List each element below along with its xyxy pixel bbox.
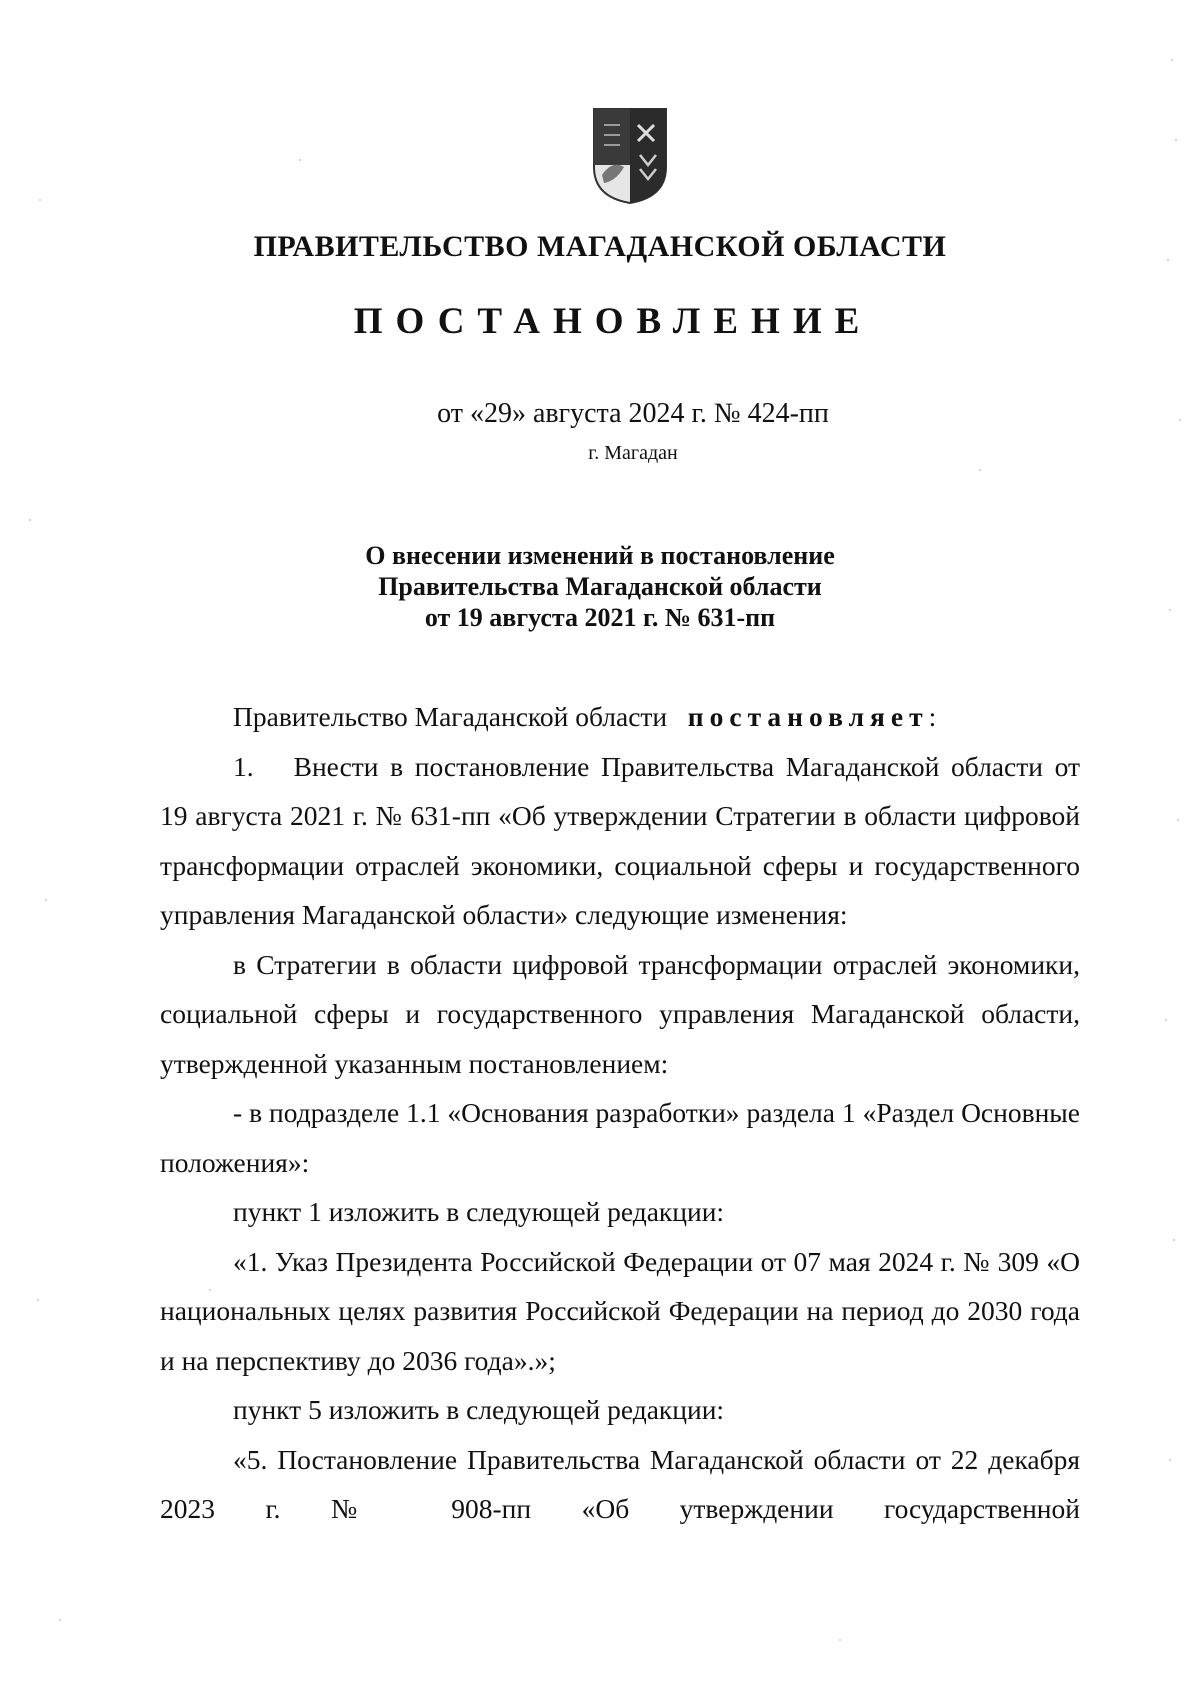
coat-of-arms-icon <box>590 105 670 205</box>
subject-line-2: Правительства Магаданской области <box>378 572 822 601</box>
document-city: г. Магадан <box>588 442 678 464</box>
intro-lead: Правительство Магаданской области <box>233 701 668 732</box>
subsection-paragraph: - в подразделе 1.1 «Основания разработки» раздела 1 «Раздел Основные положения»: <box>160 1097 1080 1178</box>
subject-line-3: от 19 августа 2021 г. № 631-пп <box>424 603 776 632</box>
document-subject <box>0 540 1200 633</box>
point-5-intro: пункт 5 изложить в следующей редакции: <box>233 1394 725 1425</box>
subject-line-1: О внесении изменений в постановление <box>365 541 835 570</box>
item-1-paragraph <box>160 742 1080 940</box>
document-body <box>160 692 1080 1534</box>
point-1-text: «1. Указ Президента Российской Федерации от 07 мая 2024 г. № 309 «О национальных целях развития Российской Федерации на период до 2030 года и на перспективу до 2036 года».»; <box>160 1245 1080 1376</box>
point-5-text: «5. Постановление Правительства Магаданской области от 22 декабря 2023 г. № 908-пп «Об утверждении государственной <box>160 1443 1080 1524</box>
item-1-text: Внести в постановление Правительства Магаданской области от 19 августа 2021 г. № 631-пп «Об утверждении Стратегии в области цифровой трансформации отраслей экономики, социальной сферы и государственного управления Магаданской области» следующие изменения: <box>160 750 1080 930</box>
document-type: ПОСТАНОВЛЕНИЕ <box>353 301 873 342</box>
intro-tail: : <box>928 701 937 732</box>
document-date-number: от «29» августа 2024 г. № 424-пп <box>437 398 829 429</box>
intro-verb: постановляет <box>687 701 929 732</box>
government-title: ПРАВИТЕЛЬСТВО МАГАДАНСКОЙ ОБЛАСТИ <box>253 230 947 263</box>
point-1-intro: пункт 1 изложить в следующей редакции: <box>233 1196 725 1227</box>
strategy-paragraph: в Стратегии в области цифровой трансформации отраслей экономики, социальной сферы и государственного управления Магаданской области, утвержденной указанным постановлением: <box>160 948 1080 1079</box>
intro-paragraph <box>160 692 1080 742</box>
item-1-number: 1. <box>233 750 254 782</box>
